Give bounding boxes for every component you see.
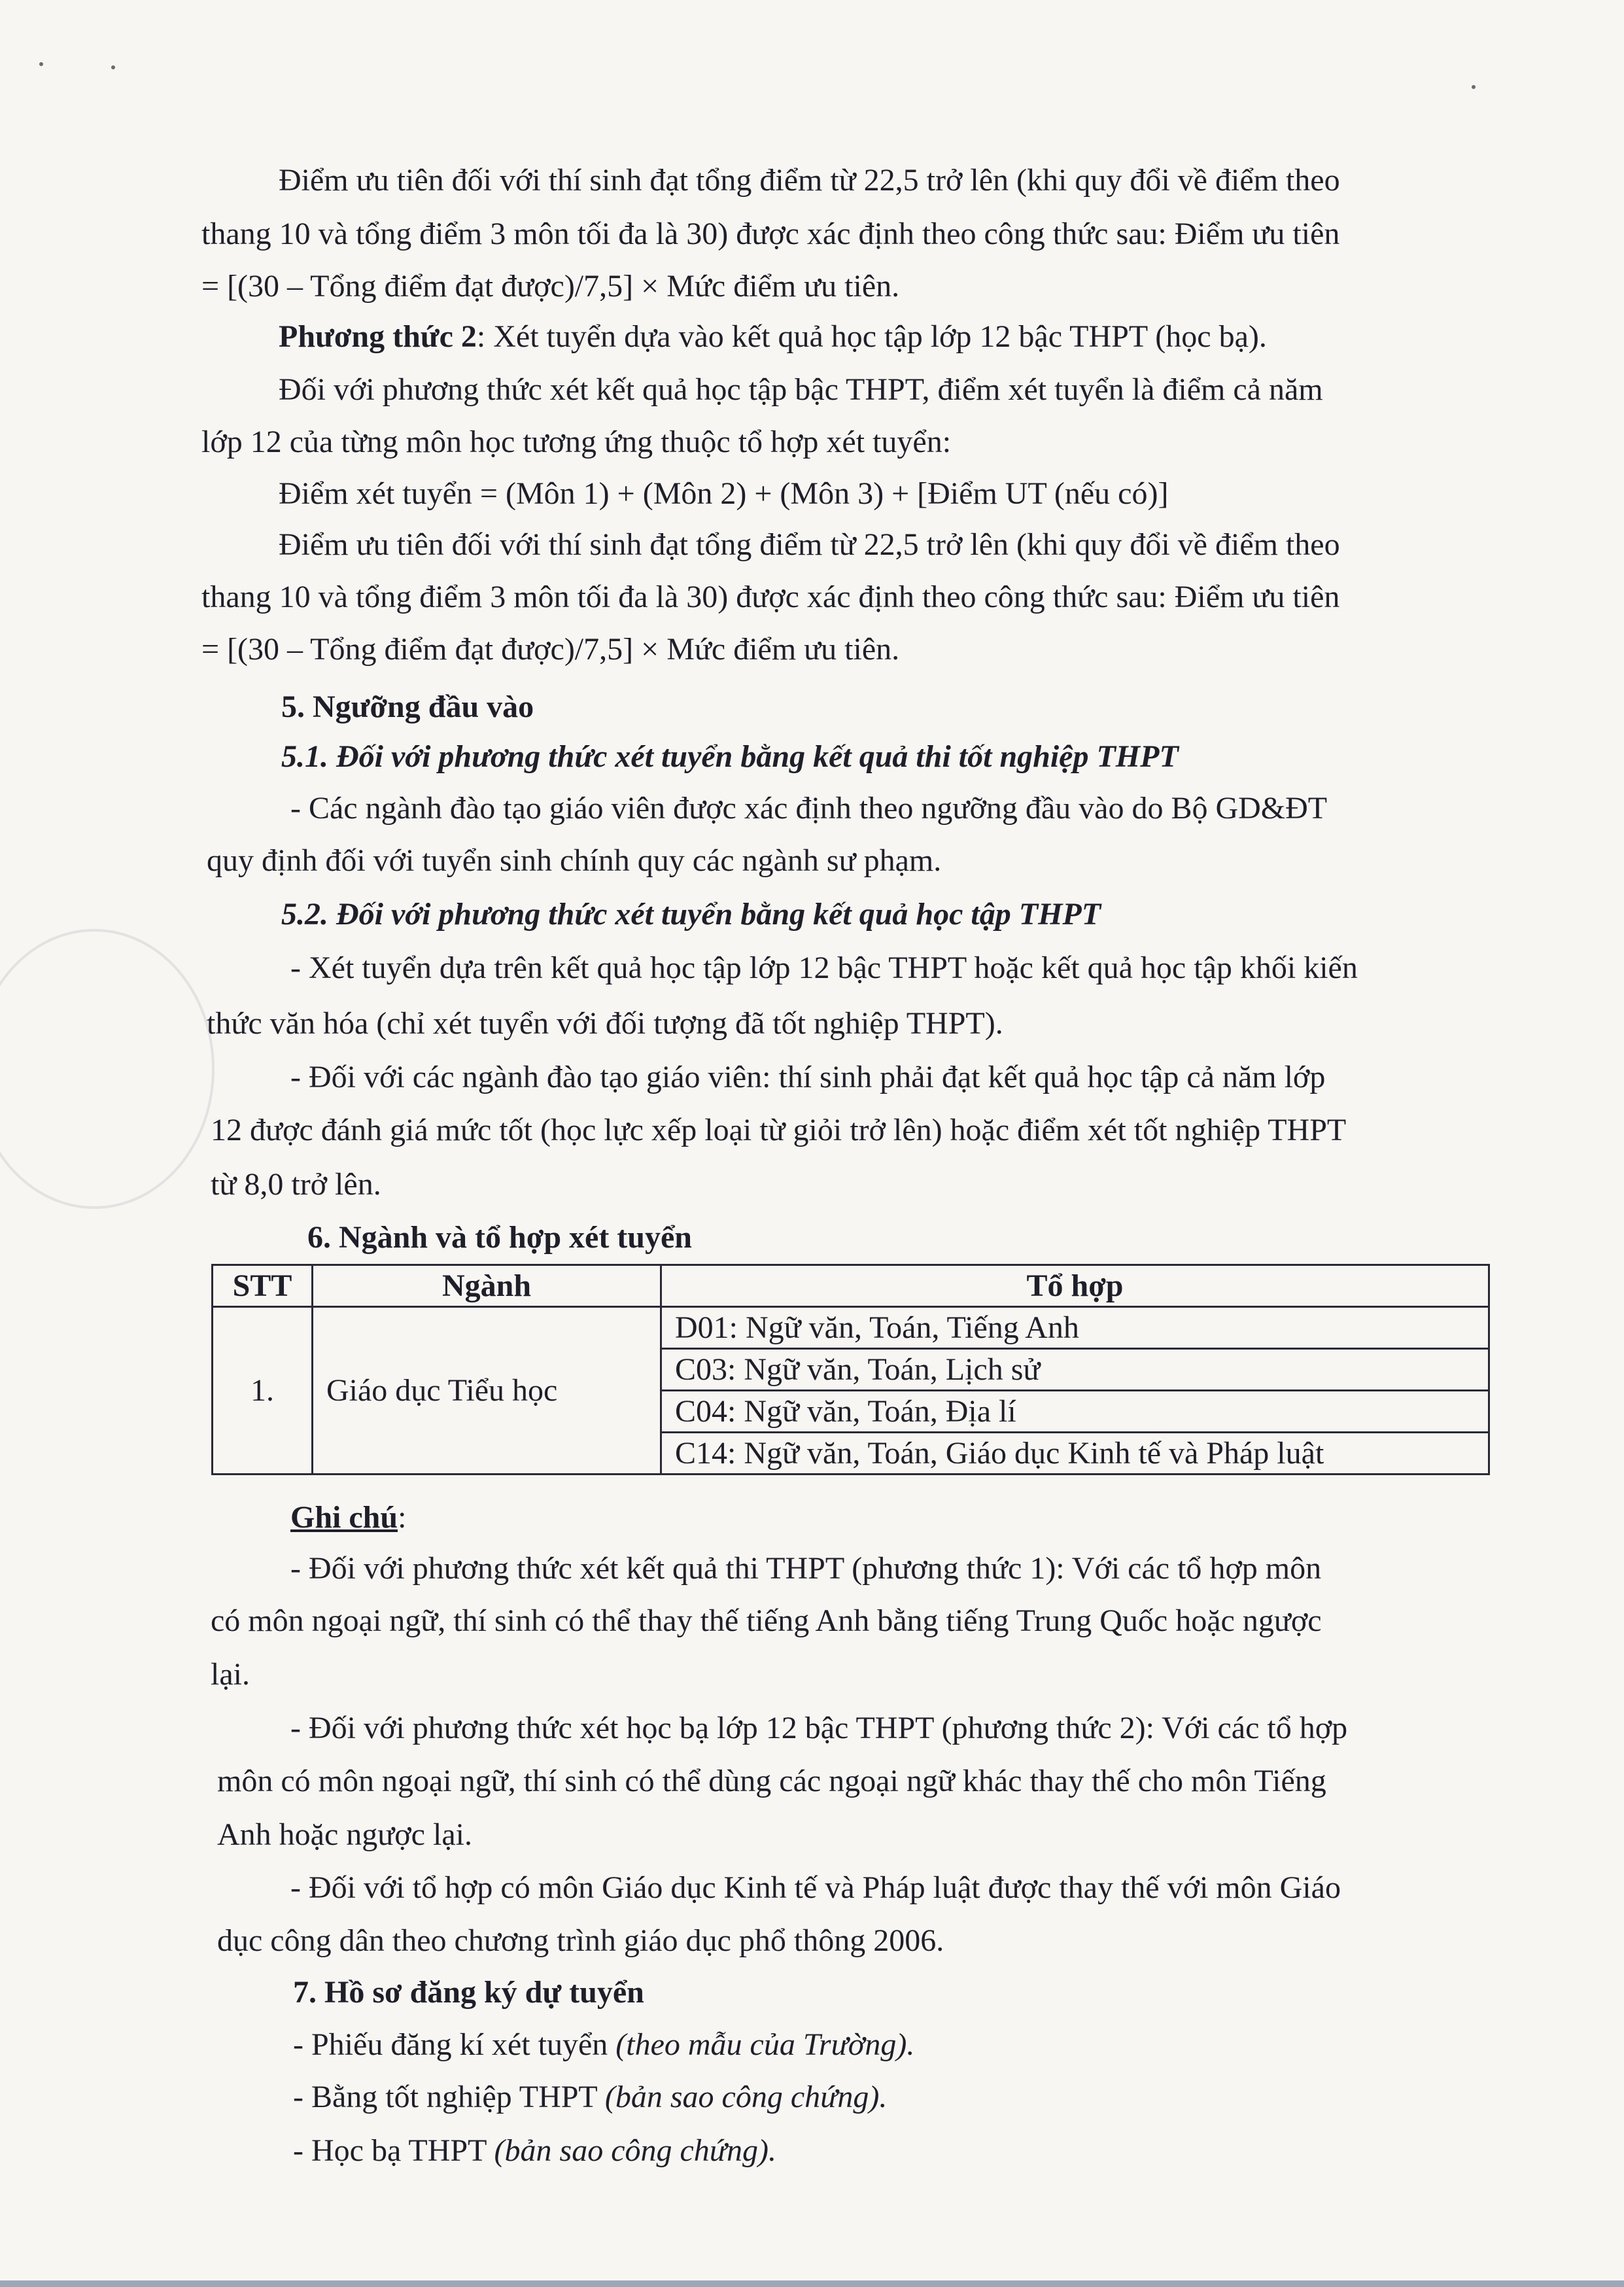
note-line: lại. xyxy=(211,1657,250,1692)
paragraph-line: - Các ngành đào tạo giáo viên được xác định theo ngưỡng đầu vào do Bộ GD&ĐT xyxy=(290,791,1328,826)
table-cell-combination: C03: Ngữ văn, Toán, Lịch sử xyxy=(661,1349,1489,1391)
method-2-label: Phương thức 2 xyxy=(279,319,477,354)
table-cell-combination: D01: Ngữ văn, Toán, Tiếng Anh xyxy=(661,1307,1489,1349)
paragraph-line: = [(30 – Tổng điểm đạt được)/7,5] × Mức điểm ưu tiên. xyxy=(201,632,900,667)
note-line: có môn ngoại ngữ, thí sinh có thể thay thế tiếng Anh bằng tiếng Trung Quốc hoặc ngược xyxy=(211,1603,1322,1638)
document-item-note: (theo mẫu của Trường). xyxy=(615,2027,915,2062)
document-item xyxy=(293,2131,776,2171)
document-item-text: - Học bạ THPT xyxy=(293,2133,494,2168)
document-item xyxy=(293,2025,914,2065)
scan-speck xyxy=(1472,85,1476,89)
paragraph-line: thang 10 và tổng điểm 3 môn tối đa là 30) được xác định theo công thức sau: Điểm ưu tiên xyxy=(201,580,1340,614)
faded-stamp xyxy=(0,929,215,1209)
paragraph-line: Điểm ưu tiên đối với thí sinh đạt tổng điểm từ 22,5 trở lên (khi quy đổi về điểm theo xyxy=(279,163,1340,198)
table-cell-combination: C04: Ngữ văn, Toán, Địa lí xyxy=(661,1391,1489,1433)
paragraph-line: quy định đối với tuyển sinh chính quy các ngành sư phạm. xyxy=(207,843,942,878)
table-cell-combination: C14: Ngữ văn, Toán, Giáo dục Kinh tế và Pháp luật xyxy=(661,1433,1489,1475)
note-line: môn có môn ngoại ngữ, thí sinh có thể dùng các ngoại ngữ khác thay thế cho môn Tiếng xyxy=(217,1764,1326,1798)
section-heading-7: 7. Hồ sơ đăng ký dự tuyển xyxy=(293,1975,644,2010)
paragraph-line: - Xét tuyển dựa trên kết quả học tập lớp 12 bậc THPT hoặc kết quả học tập khối kiến xyxy=(290,951,1358,985)
note-line: - Đối với phương thức xét kết quả thi THPT (phương thức 1): Với các tổ hợp môn xyxy=(290,1551,1322,1586)
method-2-line xyxy=(279,317,1267,357)
paragraph-line: Đối với phương thức xét kết quả học tập bậc THPT, điểm xét tuyển là điểm cả năm xyxy=(279,372,1323,407)
scan-speck xyxy=(111,65,115,69)
note-line: - Đối với phương thức xét học bạ lớp 12 bậc THPT (phương thức 2): Với các tổ hợp xyxy=(290,1711,1348,1745)
document-item-text: - Phiếu đăng kí xét tuyển xyxy=(293,2027,616,2062)
subsection-heading-5-2: 5.2. Đối với phương thức xét tuyển bằng kết quả học tập THPT xyxy=(281,897,1101,932)
paragraph-line: - Đối với các ngành đào tạo giáo viên: thí sinh phải đạt kết quả học tập cả năm lớp xyxy=(290,1060,1326,1094)
document-item-note: (bản sao công chứng). xyxy=(604,2080,888,2114)
method-2-text: : Xét tuyển dựa vào kết quả học tập lớp 12 bậc THPT (học bạ). xyxy=(476,319,1267,354)
section-heading-5: 5. Ngưỡng đầu vào xyxy=(281,690,534,724)
table-header-combination: Tổ hợp xyxy=(661,1265,1489,1307)
table-cell-major: Giáo dục Tiểu học xyxy=(313,1307,661,1475)
scan-speck xyxy=(39,62,43,66)
table-header-row xyxy=(213,1265,1489,1307)
note-line: - Đối với tổ hợp có môn Giáo dục Kinh tế và Pháp luật được thay thế với môn Giáo xyxy=(290,1870,1341,1905)
formula-line: Điểm xét tuyển = (Môn 1) + (Môn 2) + (Môn 3) + [Điểm UT (nếu có)] xyxy=(279,476,1169,511)
document-item-text: - Bằng tốt nghiệp THPT xyxy=(293,2080,605,2114)
table-header-major: Ngành xyxy=(313,1265,661,1307)
paragraph-line: từ 8,0 trở lên. xyxy=(211,1167,381,1202)
note-line: dục công dân theo chương trình giáo dục phổ thông 2006. xyxy=(217,1923,944,1958)
paragraph-line: Điểm ưu tiên đối với thí sinh đạt tổng điểm từ 22,5 trở lên (khi quy đổi về điểm theo xyxy=(279,527,1340,562)
table-header-stt: STT xyxy=(213,1265,313,1307)
notes-title: Ghi chú xyxy=(290,1500,398,1535)
paragraph-line: lớp 12 của từng môn học tương ứng thuộc tổ hợp xét tuyển: xyxy=(201,425,952,459)
table-row xyxy=(213,1307,1489,1349)
combination-table xyxy=(211,1264,1490,1475)
paragraph-line: = [(30 – Tổng điểm đạt được)/7,5] × Mức điểm ưu tiên. xyxy=(201,269,900,304)
subsection-heading-5-1: 5.1. Đối với phương thức xét tuyển bằng kết quả thi tốt nghiệp THPT xyxy=(281,739,1179,774)
paragraph-line: thang 10 và tổng điểm 3 môn tối đa là 30) được xác định theo công thức sau: Điểm ưu tiên xyxy=(201,217,1340,251)
notes-title-line: Ghi chú: xyxy=(290,1500,407,1535)
paragraph-line: thức văn hóa (chỉ xét tuyển với đối tượng đã tốt nghiệp THPT). xyxy=(207,1006,1003,1041)
paragraph-line: 12 được đánh giá mức tốt (học lực xếp loại từ giỏi trở lên) hoặc điểm xét tốt nghiệp THPT xyxy=(211,1113,1347,1147)
document-item-note: (bản sao công chứng). xyxy=(494,2133,776,2168)
section-heading-6: 6. Ngành và tổ hợp xét tuyển xyxy=(307,1220,692,1255)
note-line: Anh hoặc ngược lại. xyxy=(217,1817,472,1852)
scan-bottom-edge xyxy=(0,2280,1624,2287)
table-cell-stt: 1. xyxy=(213,1307,313,1475)
document-item xyxy=(293,2078,887,2117)
